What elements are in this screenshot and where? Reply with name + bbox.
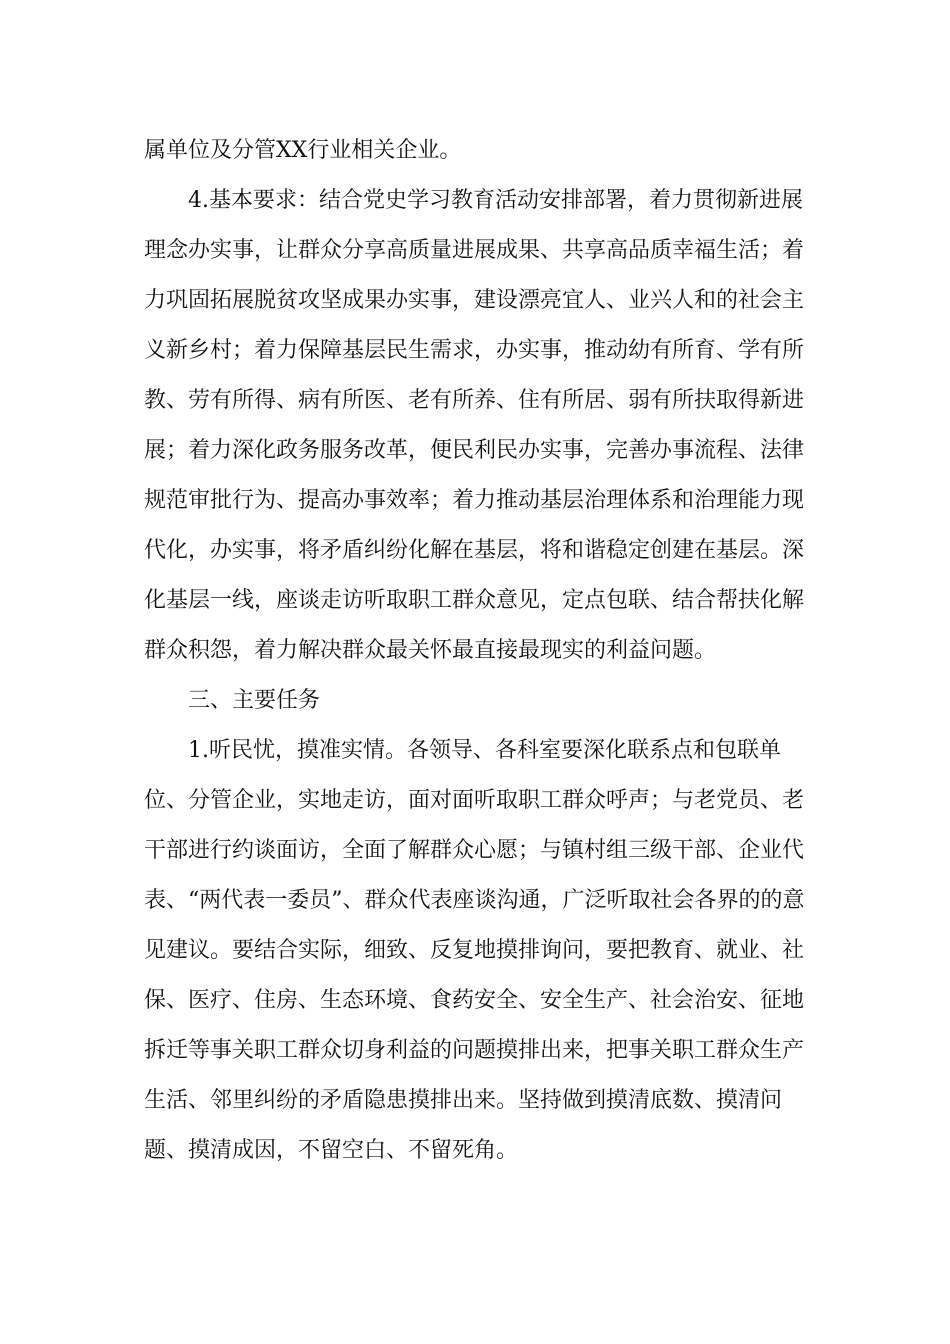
section-heading-main-tasks: 三、主要任务 bbox=[188, 688, 321, 713]
document-body bbox=[144, 126, 814, 1176]
paragraph-basic-requirements: 4.基本要求：结合党史学习教育活动安排部署，着力贯彻新进展理念办实事，让群众分享高质量进展成果、共享高品质幸福生活；着力巩固拓展脱贫攻坚成果办实事，建设漂亮宜人、业兴人和的社会主义新乡村；着力保障基层民生需求，办实事，推动幼有所育、学有所教、劳有所得、病有所医、老有所养、住有所居、弱有所扶取得新进展；着力深化政务服务改革，便民利民办实事，完善办事流程、法律规范审批行为、提高办事效率；着力推动基层治理体系和治理能力现代化，办实事，将矛盾纠纷化解在基层，将和谐稳定创建在基层。深化基层一线，座谈走访听取职工群众意见，定点包联、结合帮扶化解群众积怨，着力解决群众最关怀最直接最现实的利益问题。 bbox=[144, 188, 805, 663]
paragraph-listen-to-concerns: 1.听民忧，摸准实情。各领导、各科室要深化联系点和包联单位、分管企业，实地走访，面对面听取职工群众呼声；与老党员、老干部进行约谈面访，全面了解群众心愿；与镇村组三级干部、企业代表、“两代表一委员”、群众代表座谈沟通，广泛听取社会各界的的意见建议。要结合实际，细致、反复地摸排询问，要把教育、就业、社保、医疗、住房、生态环境、食药安全、安全生产、社会治安、征地拆迁等事关职工群众切身利益的问题摸排出来，把事关职工群众生产生活、邻里纠纷的矛盾隐患摸排出来。坚持做到摸清底数、摸清问题、摸清成因，不留空白、不留死角。 bbox=[144, 738, 805, 1163]
paragraph-continuation: 属单位及分管XX行业相关企业。 bbox=[144, 138, 462, 163]
